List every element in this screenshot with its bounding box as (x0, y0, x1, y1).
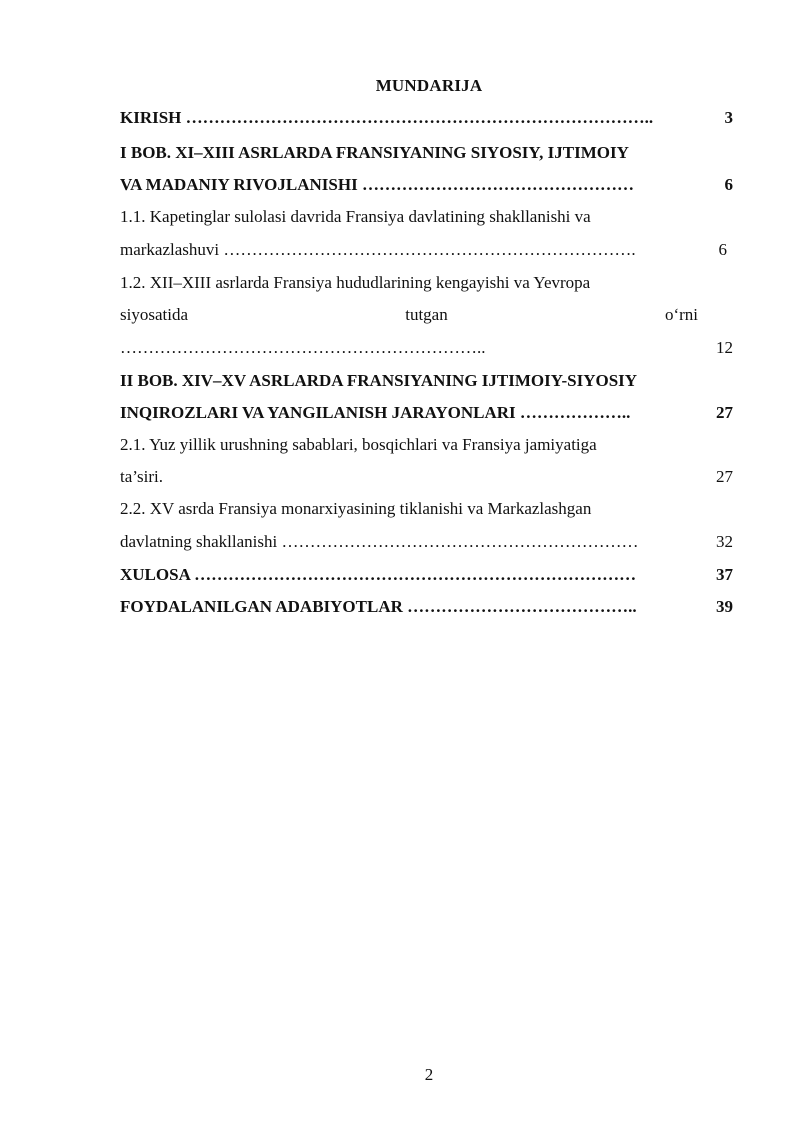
toc-entry-text: VA MADANIY RIVOJLANISHI ………………………………………… (120, 175, 634, 194)
toc-entry-text: INQIROZLARI VA YANGILANISH JARAYONLARI ……………….. (120, 403, 631, 422)
toc-entry-text: 2.2. XV asrda Fransiya monarxiyasining tiklanishi va Markazlashgan (120, 499, 592, 518)
toc-entry-2-2-line1 (120, 499, 733, 533)
toc-entry-text: 1.2. XII–XIII asrlarda Fransiya hududlarining kengayishi va Yevropa (120, 273, 591, 292)
toc-entry-1-2-line2 (120, 305, 733, 339)
toc-entry-text: ta’siri. (120, 467, 163, 486)
toc-entry-word: siyosatida (120, 305, 188, 324)
toc-entry-1-2-line1 (120, 273, 733, 307)
toc-entry-bob1-line1 (120, 143, 733, 177)
toc-entry-2-1-line1 (120, 435, 733, 469)
toc-entry-1-1-line1 (120, 207, 733, 241)
toc-page-number: 6 (718, 240, 727, 259)
toc-entry-word: o‘rni (664, 305, 698, 324)
toc-page-number: 27 (716, 403, 733, 422)
toc-entry-bob2-line1 (120, 371, 733, 405)
toc-entry-word: tutgan (405, 305, 448, 324)
toc-title: MUNDARIJA (375, 76, 483, 95)
toc-entry-text: davlatning shakllanishi ……………………………………………………… (120, 532, 639, 551)
toc-page-number: 12 (716, 338, 733, 357)
toc-entry-bob2-line2 (120, 403, 733, 437)
toc-entry-bob1-line2 (120, 175, 733, 209)
toc-page-number: 6 (724, 175, 733, 194)
toc-entry-xulosa (120, 565, 733, 599)
toc-entry-2-2-line2 (120, 532, 733, 566)
toc-entry-text: 2.1. Yuz yillik urushning sabablari, bosqichlari va Fransiya jamiyatiga (120, 435, 597, 454)
toc-entry-text: 1.1. Kapetinglar sulolasi davrida Fransiya davlatining shakllanishi va (120, 207, 591, 226)
toc-entry-text: XULOSA …………………………………………………………………… (120, 565, 637, 584)
toc-entry-2-1-line2 (120, 467, 733, 501)
toc-page-number: 39 (716, 597, 733, 616)
toc-page-number: 32 (716, 532, 733, 551)
toc-entry-text: FOYDALANILGAN ADABIYOTLAR ………………………………….. (120, 597, 637, 616)
toc-page-number: 27 (716, 467, 733, 486)
toc-entry-1-2-line3 (120, 338, 733, 372)
toc-entry-adabiyotlar (120, 597, 733, 631)
toc-entry-text: ……………………………………………………….. (120, 338, 486, 357)
toc-page-number: 3 (724, 108, 733, 127)
toc-entry-kirish (120, 108, 733, 142)
toc-entry-text: markazlashuvi ………………………………………………………………. (120, 240, 636, 259)
toc-entry-text: KIRISH ……………………………………………………………………….. (120, 108, 654, 127)
page-number-footer: 2 (424, 1065, 434, 1084)
toc-entry-text: I BOB. XI–XIII ASRLARDA FRANSIYANING SIYOSIY, IJTIMOIY (120, 143, 629, 162)
toc-entry-text: II BOB. XIV–XV ASRLARDA FRANSIYANING IJTIMOIY-SIYOSIY (120, 371, 638, 390)
toc-page-number: 37 (716, 565, 733, 584)
toc-entry-1-1-line2 (120, 240, 733, 274)
